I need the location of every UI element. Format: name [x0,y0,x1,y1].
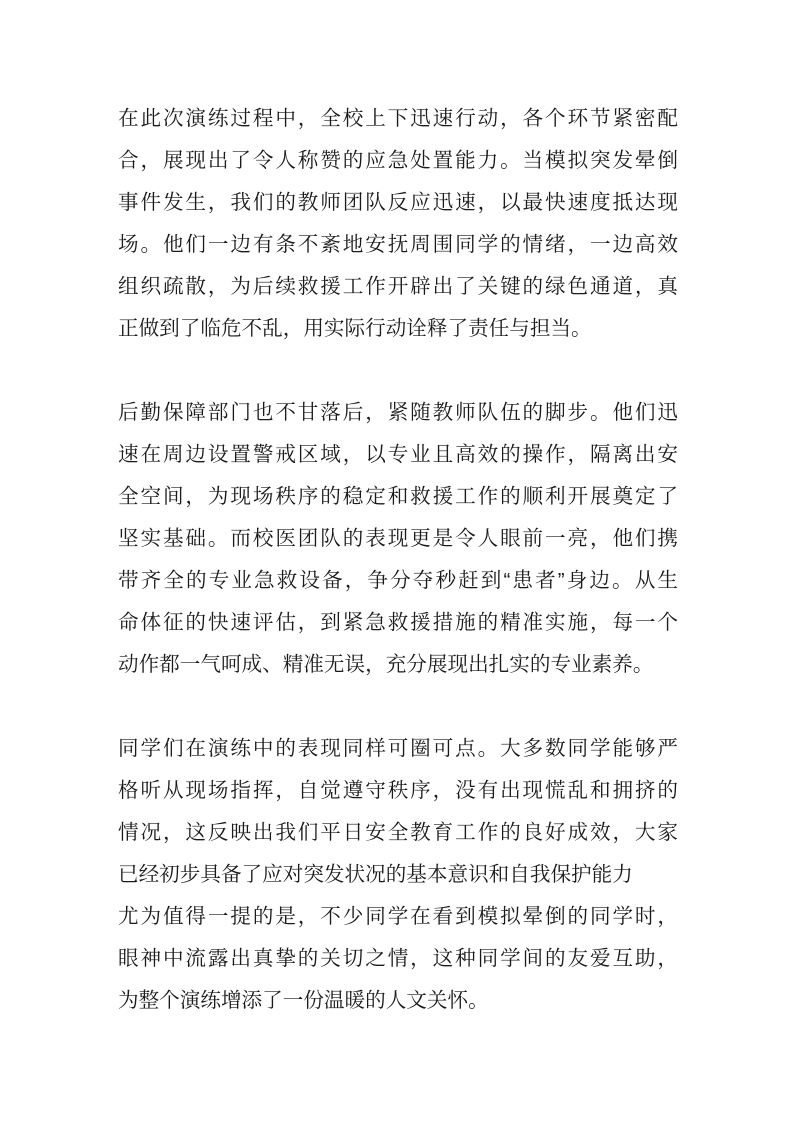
text-line: 组织疏散，为后续救援工作开辟出了关键的绿色通道，真 [118,275,678,298]
text-line: 尤为值得一提的是，不少同学在看到模拟晕倒的同学时， [118,905,678,928]
text-line: 格听从现场指挥，自觉遵守秩序，没有出现慌乱和拥挤的 [118,779,678,802]
text-line: 后勤保障部门也不甘落后，紧随教师队伍的脚步。他们迅 [118,401,678,424]
text-line: 已经初步具备了应对突发状况的基本意识和自我保护能力 [118,863,633,886]
text-line: 动作都一气呵成、精准无误，充分展现出扎实的专业素养。 [118,653,654,676]
text-line: 眼神中流露出真挚的关切之情，这种同学间的友爱互助， [118,947,678,970]
text-line: 命体征的快速评估，到紧急救援措施的精准实施，每一个 [118,611,678,634]
text-line: 场。他们一边有条不紊地安抚周围同学的情绪，一边高效 [118,233,678,256]
text-line: 正做到了临危不乱，用实际行动诠释了责任与担当。 [118,317,592,340]
text-line: 情况，这反映出我们平日安全教育工作的良好成效，大家 [118,821,678,844]
text-line: 速在周边设置警戒区域，以专业且高效的操作，隔离出安 [118,443,678,466]
text-line: 同学们在演练中的表现同样可圈可点。大多数同学能够严 [118,737,678,760]
text-line: 合，展现出了令人称赞的应急处置能力。当模拟突发晕倒 [118,149,678,172]
text-line: 坚实基础。而校医团队的表现更是令人眼前一亮，他们携 [118,527,678,550]
text-line: 事件发生，我们的教师团队反应迅速，以最快速度抵达现 [118,191,678,214]
text-line: 为整个演练增添了一份温暖的人文关怀。 [118,989,489,1012]
text-line: 全空间，为现场秩序的稳定和救援工作的顺利开展奠定了 [118,485,678,508]
paragraph-drill-overview [118,98,678,350]
paragraph-logistics-medical [118,392,678,686]
text-line: 在此次演练过程中，全校上下迅速行动，各个环节紧密配 [118,107,678,130]
text-line: 带齐全的专业急救设备，争分夺秒赶到“患者”身边。从生 [118,569,678,592]
paragraph-students-performance [118,728,678,1022]
